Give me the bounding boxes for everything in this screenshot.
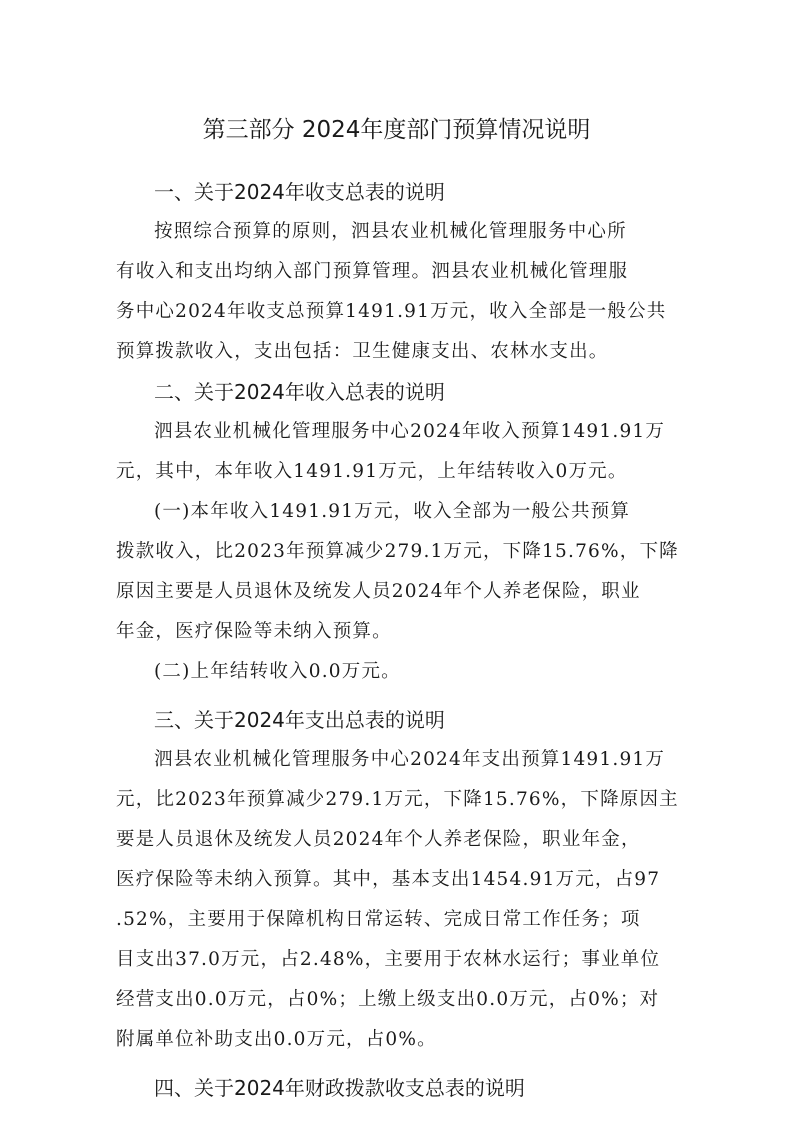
text-line: 原因主要是人员退休及统发人员2024年个人养老保险，职业 (116, 581, 641, 602)
text-line: (一)本年收入1491.91万元，收入全部为一般公共预算 (154, 501, 631, 522)
document-body (116, 172, 686, 1108)
text-line: 经营支出0.0万元，占0%；上缴上级支出0.0万元，占0%；对 (116, 989, 660, 1010)
section-2-paragraph-1 (116, 412, 686, 492)
section-heading-2: 二、关于2024年收入总表的说明 (154, 380, 445, 404)
section-3-paragraph-1 (116, 740, 686, 1060)
page-title: 第三部分 2024年度部门预算情况说明 (202, 117, 591, 143)
text-line: 泗县农业机械化管理服务中心2024年收入预算1491.91万 (154, 421, 666, 442)
text-line: 泗县农业机械化管理服务中心2024年支出预算1491.91万 (154, 749, 666, 770)
section-heading-4: 四、关于2024年财政拨款收支总表的说明 (154, 1076, 525, 1100)
text-line: 元，比2023年预算减少279.1万元，下降15.76%，下降原因主 (116, 789, 679, 810)
text-line: 年金，医疗保险等未纳入预算。 (116, 621, 392, 642)
text-line: 拨款收入，比2023年预算减少279.1万元，下降15.76%，下降 (116, 541, 679, 562)
text-line: 按照综合预算的原则，泗县农业机械化管理服务中心所 (154, 221, 627, 242)
text-line: 目支出37.0万元，占2.48%，主要用于农林水运行；事业单位 (116, 949, 661, 970)
section-1-paragraph-1 (116, 212, 686, 372)
text-line: 元，其中，本年收入1491.91万元，上年结转收入0万元。 (116, 461, 628, 482)
text-line: 预算拨款收入，支出包括：卫生健康支出、农林水支出。 (116, 341, 609, 362)
section-2-paragraph-3 (116, 652, 686, 692)
text-line: 附属单位补助支出0.0万元，占0%。 (116, 1029, 437, 1050)
text-line: 要是人员退休及统发人员2024年个人养老保险，职业年金， (116, 829, 641, 850)
text-line: .52%，主要用于保障机构日常运转、完成日常工作任务；项 (116, 909, 641, 930)
text-line: (二)上年结转收入0.0万元。 (154, 661, 401, 682)
section-heading-3: 三、关于2024年支出总表的说明 (154, 708, 445, 732)
section-2-paragraph-2 (116, 492, 686, 652)
section-heading-1: 一、关于2024年收支总表的说明 (154, 180, 445, 204)
text-line: 有收入和支出均纳入部门预算管理。泗县农业机械化管理服 (116, 261, 629, 282)
text-line: 医疗保险等未纳入预算。其中，基本支出1454.91万元，占97 (116, 869, 661, 890)
text-line: 务中心2024年收支总预算1491.91万元，收入全部是一般公共 (116, 301, 667, 322)
